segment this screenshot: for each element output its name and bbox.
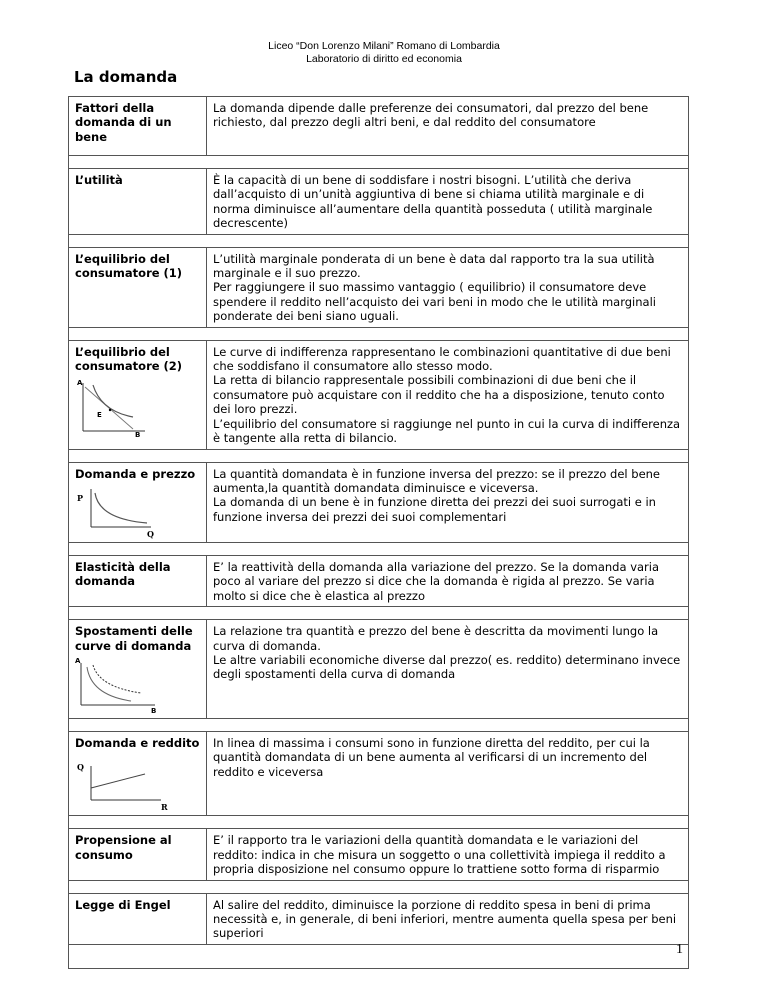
row-label-cell bbox=[69, 340, 207, 449]
row-label-cell bbox=[69, 731, 207, 815]
table-row bbox=[69, 97, 689, 156]
figure-label-e: E bbox=[97, 411, 102, 420]
row-label: Domanda e prezzo bbox=[75, 466, 196, 481]
row-text: È la capacità di un bene di soddisfare i nostri bisogni. L’utilità che deriva dall’acquisto di un’unità aggiuntiva di bene si chiama utilità marginale e di norma diminuisce all’aumentare della quantità posseduta ( utilità marginale decrescente) bbox=[207, 169, 689, 235]
spacer-row bbox=[69, 156, 689, 169]
figure-label-p: P bbox=[77, 492, 84, 503]
spacer-row bbox=[69, 718, 689, 731]
row-text: La domanda dipende dalle preferenze dei consumatori, dal prezzo del bene richiesto, dal prezzo degli altri beni, e dal reddito del consumatore bbox=[207, 97, 689, 156]
table-row bbox=[69, 893, 689, 944]
figure-label-b: B bbox=[151, 706, 157, 715]
row-label: Propensione al consumo bbox=[69, 829, 207, 880]
row-text: La quantità domandata è in funzione inversa del prezzo: se il prezzo del bene aumenta,la quantità domandata diminuisce e viceversa. La domanda di un bene è in funzione diretta dei prezzi dei suoi surrogati e in funzione inversa dei prezzi dei suoi complementari bbox=[207, 462, 689, 542]
row-text: In linea di massima i consumi sono in funzione diretta del reddito, per cui la quantità domandata di un bene aumenta al verificarsi di un incremento del reddito e viceversa bbox=[207, 731, 689, 815]
spacer-row bbox=[69, 542, 689, 555]
row-label-cell bbox=[69, 462, 207, 542]
table-row bbox=[69, 620, 689, 719]
row-label: Domanda e reddito bbox=[75, 735, 200, 750]
table-row bbox=[69, 829, 689, 880]
table-row bbox=[69, 340, 689, 449]
row-label: L’utilità bbox=[69, 169, 207, 235]
header-lab: Laboratorio di diritto ed economia bbox=[306, 53, 462, 65]
row-text: Le curve di indifferenza rappresentano le combinazioni quantitative di due beni che soddisfano il consumatore allo stesso modo. La retta di bilancio rappresentale possibili combinazioni di due beni che il consumatore può acquistare con il reddito che ha a disposizione, tenuto conto dei loro prezzi. L’equilibrio del consumatore si raggiunge nel punto in cui la curva di indifferenza è tangente alla retta di bilancio. bbox=[207, 340, 689, 449]
header-school: Liceo “Don Lorenzo Milani” Romano di Lombardia bbox=[268, 40, 500, 52]
demand-curve-figure bbox=[75, 485, 165, 539]
row-text: E’ il rapporto tra le variazioni della quantità domandata e le variazioni del reddito: indica in che misura un soggetto o una collettività impiega il reddito a propria disposizione nel consumo oppure lo trattiene sotto forma di risparmio bbox=[207, 829, 689, 880]
figure-label-q: Q bbox=[77, 762, 84, 773]
spacer-row bbox=[69, 607, 689, 620]
table-row bbox=[69, 462, 689, 542]
row-label: Fattori della domanda di un bene bbox=[69, 97, 207, 156]
row-label: L’equilibrio del consumatore (1) bbox=[69, 247, 207, 327]
row-label: Legge di Engel bbox=[69, 893, 207, 944]
row-text: La relazione tra quantità e prezzo del bene è descritta da movimenti lungo la curva di domanda. Le altre variabili economiche diverse dal prezzo( es. reddito) determinano invece degli spostamenti della curva di domanda bbox=[207, 620, 689, 719]
figure-label-a: A bbox=[75, 656, 81, 665]
figure-label-b: B bbox=[135, 431, 141, 440]
spacer-row bbox=[69, 234, 689, 247]
table-row bbox=[69, 731, 689, 815]
figure-label-q: Q bbox=[147, 528, 154, 539]
table-row bbox=[69, 247, 689, 327]
spacer-row bbox=[69, 816, 689, 829]
spacer-row bbox=[69, 327, 689, 340]
page-title: La domanda bbox=[74, 68, 178, 86]
figure-label-a: A bbox=[77, 379, 83, 388]
row-text: L’utilità marginale ponderata di un bene è data dal rapporto tra la sua utilità marginale e il suo prezzo. Per raggiungere il suo massimo vantaggio ( equilibrio) il consumatore deve spendere il reddito nell’acquisto dei vari beni in modo che le utilità marginali ponderate dei beni siano uguali. bbox=[207, 247, 689, 327]
row-text: Al salire del reddito, diminuisce la porzione di reddito spesa in beni di prima necessità e, in generale, di beni inferiori, mentre aumenta quella spesa per beni superiori bbox=[207, 893, 689, 944]
row-label: L’equilibrio del consumatore (2) bbox=[75, 344, 183, 374]
page-number: 1 bbox=[676, 942, 683, 957]
table-row bbox=[69, 169, 689, 235]
demand-income-figure bbox=[75, 754, 175, 812]
spacer-row bbox=[69, 449, 689, 462]
spacer-row bbox=[69, 944, 689, 968]
row-label-cell bbox=[69, 620, 207, 719]
table-row bbox=[69, 555, 689, 606]
spacer-row bbox=[69, 880, 689, 893]
page-header bbox=[0, 40, 768, 66]
row-text: E’ la reattività della domanda alla variazione del prezzo. Se la domanda varia poco al variare del prezzo si dice che la domanda è rigida al prezzo. Se varia molto si dice che è elastica al prezzo bbox=[207, 555, 689, 606]
row-label: Spostamenti delle curve di domanda bbox=[75, 624, 193, 653]
demand-shift-figure bbox=[75, 657, 165, 715]
row-label: Elasticità della domanda bbox=[69, 555, 207, 606]
concepts-table bbox=[68, 96, 689, 969]
indifference-curve-figure bbox=[75, 377, 155, 439]
figure-label-r: R bbox=[161, 802, 168, 813]
